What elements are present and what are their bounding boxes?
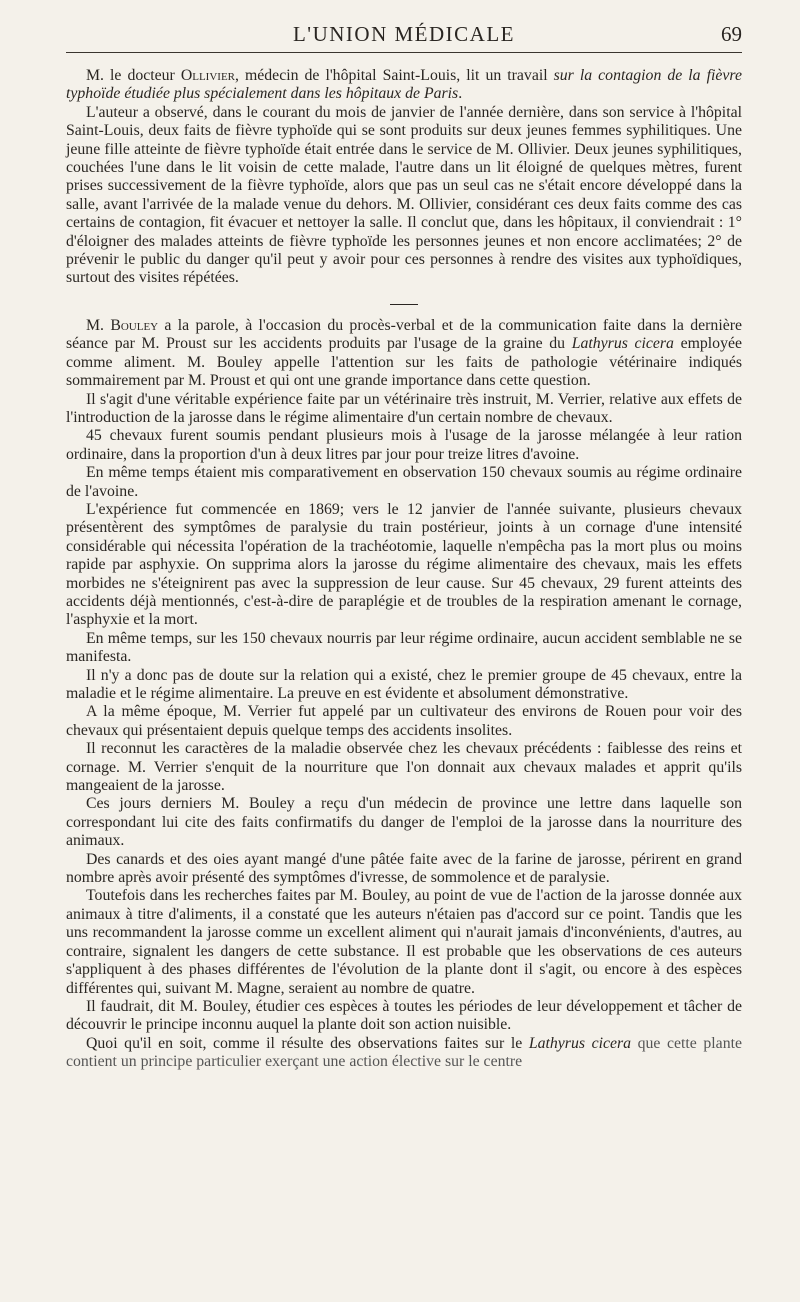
paragraph-final (66, 1035, 742, 1072)
text-run: M. le docteur (86, 67, 181, 84)
paragraph-ollivier-intro (66, 67, 742, 104)
paragraph: Toutefois dans les recherches faites par M. Bouley, au point de vue de l'action de la jarosse donnée aux animaux à titre d'aliments, il a constaté que les auteurs n'étaien pas d'accord sur ce point. Tandis que les uns recommandent la jarosse comme un excellent aliment qui n'aurait jamais d'inconvénients, d'autres, au contraire, signalent les dangers de cette substance. Il est probable que les observations de ces auteurs s'appliquent à des phases différentes de l'évolution de la plante dont il s'agit, ou encore à des espèces différentes qui, suivant M. Magne, seraient au nombre de quatre. (66, 887, 742, 997)
species-name: Lathyrus cicera (528, 1034, 632, 1052)
species-name: Lathyrus cicera (571, 335, 674, 353)
text-run: M. (86, 316, 111, 334)
paragraph: Il reconnut les caractères de la maladie observée chez les chevaux précédents : faiblesse des reins et cornage. M. Verrier s'enquit de la nourriture que l'on donnait aux chevaux malades et apprit qu'ils mangeaient de la jarosse. (66, 740, 742, 795)
paper-title: sur la contagion de la fièvre typhoïde étudiée plus spécialement dans les hôpitaux de Paris (66, 67, 742, 103)
paragraph: L'expérience fut commencée en 1869; vers le 12 janvier de l'année suivante, plusieurs chevaux présentèrent des symptômes de paralysie du train postérieur, joints à un cornage d'une intensité considérable qui nécessita l'opération de la trachéotomie, laquelle n'empêcha pas la mort plus ou moins rapide par asphyxie. On supprima alors la jarosse du régime alimentaire des chevaux, mais les effets morbides ne s'éteignirent pas avec la suppression de leur cause. Sur 45 chevaux, 29 furent atteints des accidents déjà mentionnés, c'est-à-dire de paraplégie et de troubles de la respiration amenant le cornage, l'asphyxie et la mort. (66, 500, 742, 629)
paragraph: Il s'agit d'une véritable expérience faite par un vétérinaire très instruit, M. Verrier, relative aux effets de l'introduction de la jarosse dans le régime alimentaire d'un certain nombre de chevaux. (66, 390, 742, 426)
text-run: . (458, 85, 463, 103)
paragraph: L'auteur a observé, dans le courant du mois de janvier de l'année dernière, dans son service à l'hôpital Saint-Louis, deux faits de fièvre typhoïde qui se sont produits sur deux jeunes femmes syphilitiques. Une jeune fille atteinte de fièvre typhoïde était entrée dans le service de M. Ollivier. Deux jeunes syphilitiques, couchées l'une dans le lit voisin de cette malade, l'autre dans un lit éloigné de quelques mètres, furent prises successivement de la fièvre typhoïde, alors que pas un seul cas ne s'était encore développé dans la salle, avant l'arrivée de la malade venue du dehors. M. Ollivier, considérant ces deux faits comme des cas certains de contagion, fit évacuer et nettoyer la salle. Il conclut que, dans les hôpitaux, il conviendrait : 1° d'éloigner des malades atteints de fièvre typhoïde les personnes jeunes et non encore acclimatées; 2° de prévenir le public du danger qu'il peut y avoir pour ces personnes à rendre des visites aux typhoïdiques, surtout des visites répétées. (66, 103, 742, 287)
running-header (66, 20, 742, 53)
text-run: , médecin de l'hôpital Saint-Louis, lit un travail (235, 67, 554, 84)
text-run: que cette plante contient un principe particulier exerçant une action élective sur le centre (66, 1034, 742, 1071)
page-number: 69 (721, 22, 742, 46)
paragraph-bouley-intro (66, 317, 742, 391)
paragraph: En même temps étaient mis comparativement en observation 150 chevaux soumis au régime ordinaire de l'avoine. (66, 464, 742, 500)
paragraph: En même temps, sur les 150 chevaux nourris par leur régime ordinaire, aucun accident semblable ne se manifesta. (66, 629, 742, 666)
paragraph: 45 chevaux furent soumis pendant plusieurs mois à l'usage de la jarosse mélangée à leur ration ordinaire, dans la proportion d'un à deux litres par jour pour treize litres d'avoine. (66, 427, 742, 463)
paragraph: Il n'y a donc pas de doute sur la relation qui a existé, chez le premier groupe de 45 chevaux, entre la maladie et le régime alimentaire. La preuve en est évidente et absolument démonstrative. (66, 666, 742, 702)
text-run: a la parole, à l'occasion du procès-verbal et de la communication faite dans la dernière séance par M. Proust sur les accidents produits par l'usage de la graine du (66, 316, 742, 353)
article-body (66, 67, 742, 1072)
paragraph: Il faudrait, dit M. Bouley, étudier ces espèces à toutes les périodes de leur développement et tâcher de découvrir le principe inconnu auquel la plante doit son action nuisible. (66, 997, 742, 1034)
paragraph: Ces jours derniers M. Bouley a reçu d'un médecin de province une lettre dans laquelle son correspondant lui cite des faits confirmatifs du danger de l'emploi de la jarosse dans la nourriture des animaux. (66, 795, 742, 850)
paragraph: Des canards et des oies ayant mangé d'une pâtée faite avec de la farine de jarosse, périrent en grand nombre après avoir présenté des symptômes d'ivresse, de sommolence et de paralysie. (66, 850, 742, 887)
section-divider (390, 304, 418, 305)
journal-title: L'UNION MÉDICALE (292, 22, 515, 46)
text-run: Quoi qu'il en soit, comme il résulte des observations faites sur le (86, 1034, 529, 1052)
author-name-bouley: Bouley (110, 316, 159, 334)
paragraph: A la même époque, M. Verrier fut appelé par un cultivateur des environs de Rouen pour voir des chevaux qui présentaient depuis quelque temps des accidents insolites. (66, 703, 742, 739)
text-run: employée comme aliment. M. Bouley appelle l'attention sur les faits de pathologie vétérinaire indiqués sommairement par M. Proust et qui ont une grande importance dans cette question. (66, 335, 742, 390)
author-name-ollivier: Ollivier (180, 67, 236, 84)
